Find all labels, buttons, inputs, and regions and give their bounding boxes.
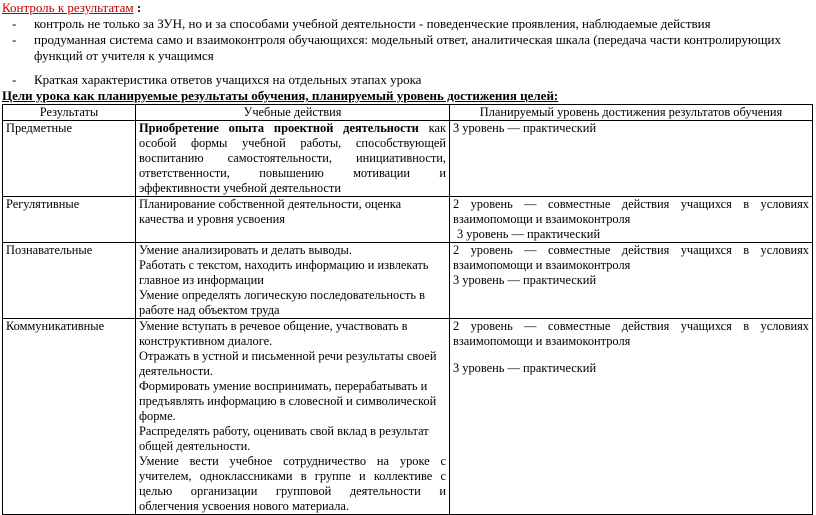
level-line: 3 уровень — практический	[457, 227, 601, 241]
level-cell	[450, 319, 813, 515]
goals-title: Цели урока как планируемые результаты обучения, планируемый уровень достижения целей:	[2, 88, 559, 103]
list-item	[2, 72, 810, 88]
section-heading	[2, 0, 141, 16]
action-line: Отражать в устной и письменной речи результаты своей деятельности.	[139, 349, 437, 378]
action-line: Умение анализировать и делать выводы.	[139, 243, 352, 257]
action-line: Распределять работу, оценивать свой вклад в результат общей деятельности.	[139, 424, 429, 453]
action-cell	[136, 243, 450, 319]
bullet-dash: -	[12, 32, 17, 47]
heading-colon: :	[133, 0, 142, 15]
level-line: 2 уровень — совместные действия учащихся в условиях взаимопомощи и взаимоконтроля	[453, 243, 809, 272]
level-cell	[450, 243, 813, 319]
level-line: 3 уровень — практический	[453, 361, 597, 375]
header-level: Планируемый уровень достижения результатов обучения	[450, 105, 813, 121]
header-results: Результаты	[3, 105, 136, 121]
bullet-dash: -	[12, 16, 17, 31]
action-line: Умение вести учебное сотрудничество на уроке с учителем, одноклассниками в группе и коллективе с целью организации групповой деятельности и облегчения усвоения нового материала.	[139, 454, 446, 513]
action-line: Формировать умение воспринимать, перерабатывать и предъявлять информацию в словесной и символической форме.	[139, 379, 437, 423]
level-line: 3 уровень — практический	[453, 273, 597, 287]
control-bullet-list	[2, 16, 810, 88]
table-header-row	[3, 105, 813, 121]
goals-table	[2, 104, 813, 515]
action-line: Умение вступать в речевое общение, участвовать в конструктивном диалоге.	[139, 319, 408, 348]
action-line: Работать с текстом, находить информацию и извлекать главное из информации	[139, 258, 429, 287]
list-item-text: Краткая характеристика ответов учащихся на отдельных этапах урока	[34, 72, 422, 87]
action-bold-text: Приобретение опыта проектной деятельности	[139, 121, 419, 135]
level-line: 2 уровень — совместные действия учащихся в условиях взаимопомощи и взаимоконтроля	[453, 319, 809, 348]
level-cell	[450, 121, 813, 197]
list-item-text: продуманная система само и взаимоконтроля обучающихся: модельный ответ, аналитическая шкала (передача части контролирующих функций от учителя к учащимся	[34, 32, 782, 63]
action-cell	[136, 121, 450, 197]
table-row	[3, 243, 813, 319]
bullet-dash: -	[12, 72, 17, 87]
action-text: как особой формы учебной работы, способствующей воспитанию самостоятельности, инициативности, ответственности, повышению мотивации и эффективности учебной деятельности	[139, 121, 447, 195]
action-cell	[136, 197, 450, 243]
table-row	[3, 319, 813, 515]
result-cell: Регулятивные	[3, 197, 136, 243]
level-line: 2 уровень — совместные действия учащихся в условиях взаимопомощи и взаимоконтроля	[453, 197, 809, 226]
action-line: Планирование собственной деятельности, оценка качества и уровня усвоения	[139, 197, 402, 226]
list-item	[2, 16, 810, 32]
header-actions: Учебные действия	[136, 105, 450, 121]
action-line: Умение определять логическую последовательность в работе над объектом труда	[139, 288, 426, 317]
control-label: Контроль к результатам	[2, 0, 134, 15]
level-line: 3 уровень — практический	[453, 121, 597, 135]
table-row	[3, 197, 813, 243]
result-cell: Познавательные	[3, 243, 136, 319]
list-item-text: контроль не только за ЗУН, но и за способами учебной деятельности - поведенческие проявления, наблюдаемые действия	[34, 16, 711, 31]
result-cell: Предметные	[3, 121, 136, 197]
table-row	[3, 121, 813, 197]
level-cell	[450, 197, 813, 243]
result-cell: Коммуникативные	[3, 319, 136, 515]
action-cell	[136, 319, 450, 515]
list-item	[2, 32, 810, 64]
